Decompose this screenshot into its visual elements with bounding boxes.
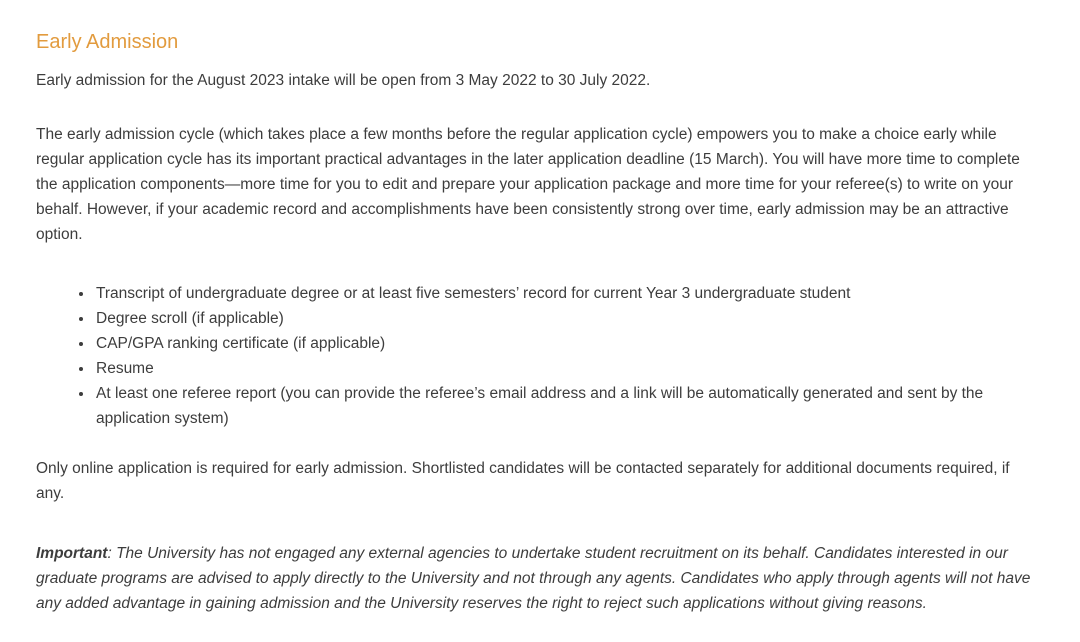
cycle-paragraph: The early admission cycle (which takes place a few months before the regular application cycle) empowers you to make a choice early while regular application cycle has its important practical advantages in the later application deadline (15 March). You will have more time to complete the application components—more time for you to edit and prepare your application package and more time for your referee(s) to write on your behalf. However, if your academic record and accomplishments have been consistently strong over time, early admission may be an attractive option. xyxy=(36,126,1020,243)
intro-paragraph: Early admission for the August 2023 intake will be open from 3 May 2022 to 30 July 2022. xyxy=(36,72,651,89)
important-label: Important xyxy=(36,545,108,562)
list-item-degree-scroll: • Degree scroll (if applicable) xyxy=(94,306,1042,331)
list-item-resume: • Resume xyxy=(94,356,1042,381)
list-item-referee-report: • At least one referee report (you can provide the referee’s email address and a link will be automatically generated and sent by the application system) xyxy=(94,381,1042,431)
important-text: : The University has not engaged any external agencies to undertake student recruitment on its behalf. Candidates interested in our graduate programs are advised to apply directly to the University and not through any agents. Candidates who apply through agents will not have any added advantage in gaining admission and the University reserves the right to reject such applications without giving reasons. xyxy=(36,545,1031,612)
important-note xyxy=(36,541,1042,616)
list-item-ranking-certificate: • CAP/GPA ranking certificate (if applicable) xyxy=(94,331,1042,356)
documents-list xyxy=(36,281,1042,431)
list-item-transcript: • Transcript of undergraduate degree or at least five semesters’ record for current Year 3 undergraduate student xyxy=(94,281,1042,306)
page-title: Early Admission xyxy=(36,31,179,53)
online-application-paragraph: Only online application is required for early admission. Shortlisted candidates will be contacted separately for additional documents required, if any. xyxy=(36,460,1010,502)
